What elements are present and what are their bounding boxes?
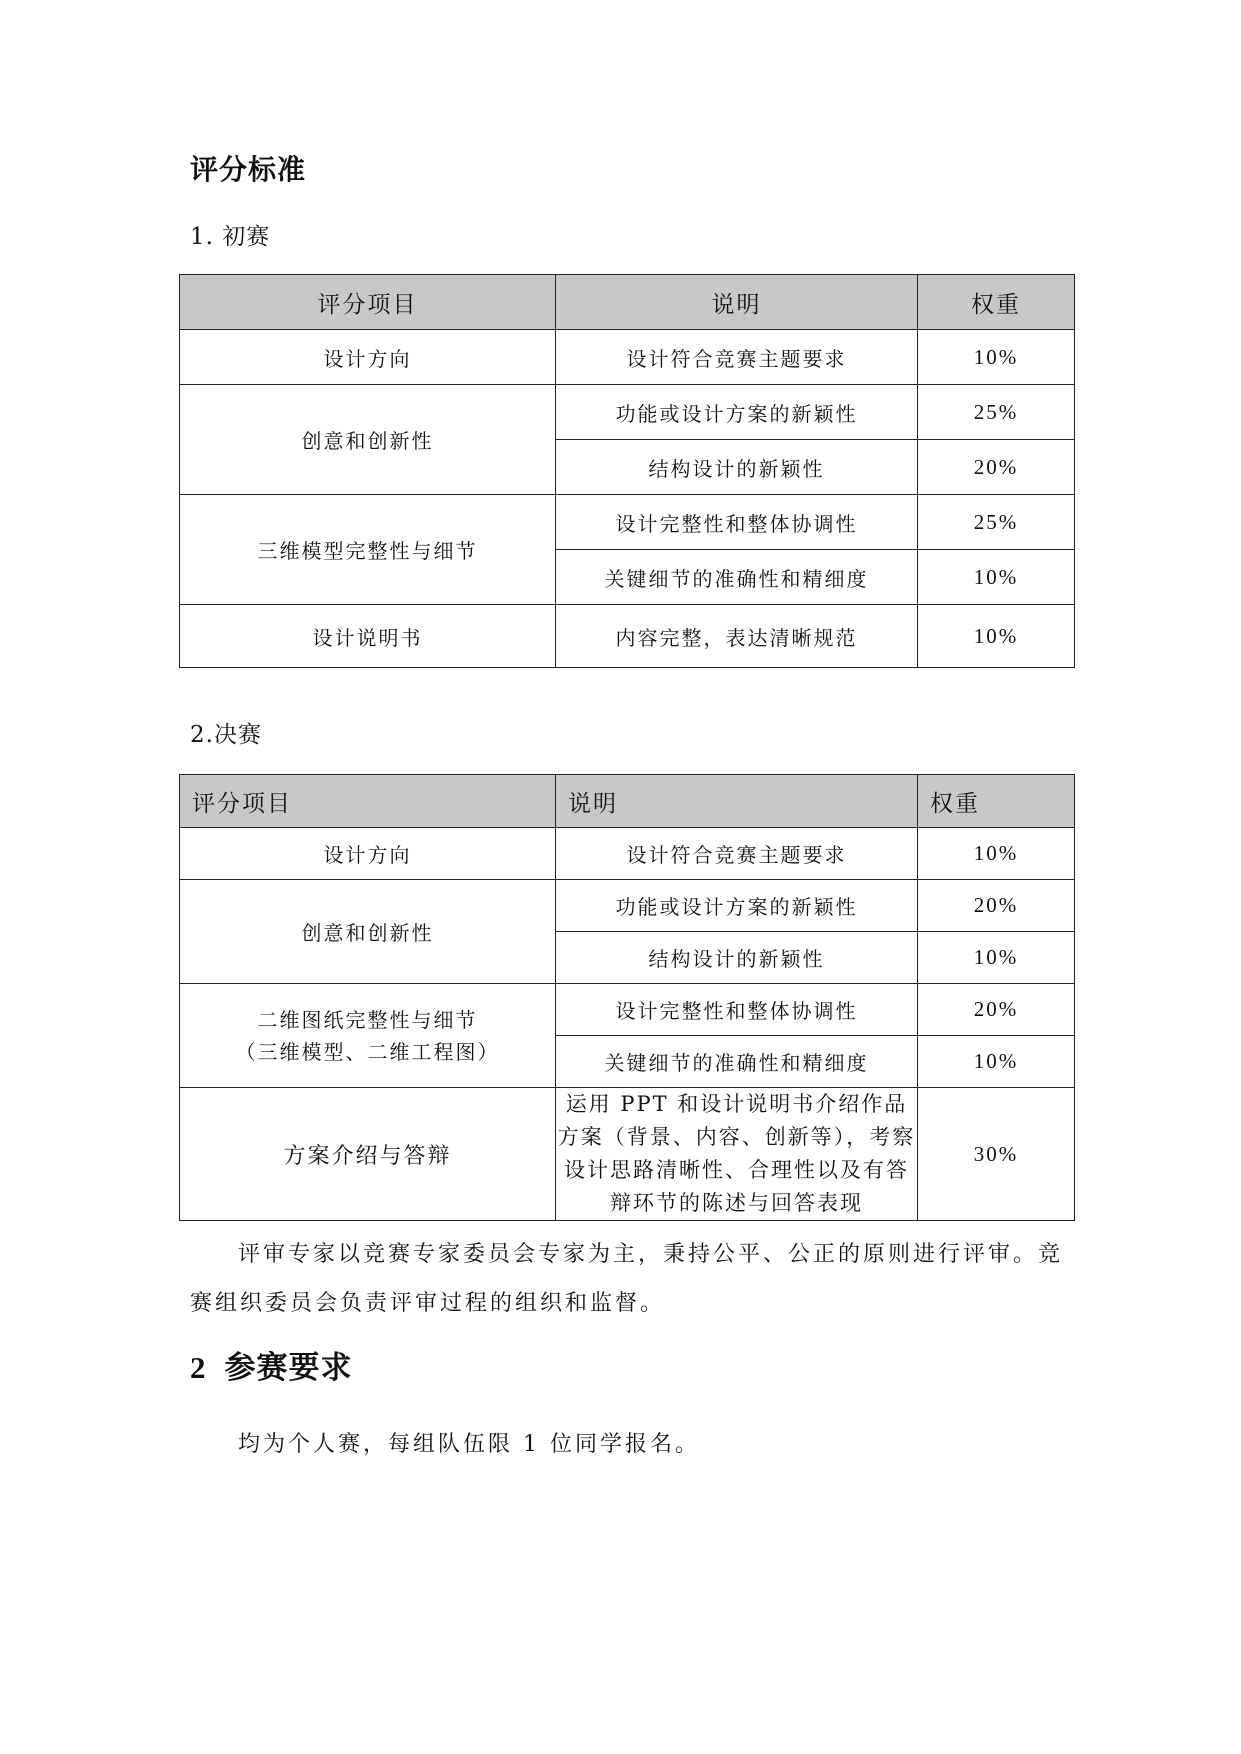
row-item: 设计说明书 [180,605,556,668]
row-weight: 30% [918,1088,1075,1221]
header-weight: 权重 [918,275,1075,330]
row-item: 设计方向 [180,330,556,385]
participation-paragraph: 均为个人赛，每组队伍限 1 位同学报名。 [238,1432,700,1457]
row-item-line: 二维图纸完整性与细节 [257,1007,478,1032]
row-desc: 设计符合竞赛主题要求 [556,828,918,880]
table-row [180,984,1075,1036]
section2-title: 参赛要求 [224,1350,353,1386]
header-weight: 权重 [918,775,1075,828]
row-weight: 10% [918,828,1075,880]
header-desc: 说明 [556,775,918,828]
section2-number: 2 [190,1350,207,1385]
section-title: 评分标准 [190,153,307,186]
row-desc: 内容完整，表达清晰规范 [556,605,918,668]
row-desc: 设计符合竞赛主题要求 [556,330,918,385]
row-desc: 设计完整性和整体协调性 [556,495,918,550]
table-row [180,828,1075,880]
table-header-row [180,775,1075,828]
table-row [180,605,1075,668]
row-weight: 10% [918,330,1075,385]
header-desc: 说明 [556,275,918,330]
row-desc: 结构设计的新颖性 [556,440,918,495]
row-weight: 25% [918,495,1075,550]
table-row [180,1088,1075,1221]
row-desc: 运用 PPT 和设计说明书介绍作品方案（背景、内容、创新等），考察设计思路清晰性、合理性以及有答辩环节的陈述与回答表现 [556,1088,918,1221]
row-weight: 10% [918,932,1075,984]
row-weight: 20% [918,880,1075,932]
row-item: 创意和创新性 [180,880,556,984]
row-weight: 20% [918,984,1075,1036]
row-desc: 关键细节的准确性和精细度 [556,1036,918,1088]
row-item-line: （三维模型、二维工程图） [235,1039,500,1064]
row-weight: 20% [918,440,1075,495]
row-item: 设计方向 [180,828,556,880]
row-desc: 设计完整性和整体协调性 [556,984,918,1036]
row-desc: 结构设计的新颖性 [556,932,918,984]
final-label: 2.决赛 [190,722,262,748]
row-item [180,984,556,1088]
row-desc: 关键细节的准确性和精细度 [556,550,918,605]
final-score-table [179,774,1075,1221]
table-row [180,495,1075,550]
table-row [180,385,1075,440]
row-weight: 25% [918,385,1075,440]
table-row [180,330,1075,385]
section2-heading [190,1342,353,1387]
row-weight: 10% [918,550,1075,605]
row-desc: 功能或设计方案的新颖性 [556,880,918,932]
row-item: 方案介绍与答辩 [180,1088,556,1221]
table-header-row [180,275,1075,330]
prelim-score-table [179,274,1075,668]
row-weight: 10% [918,605,1075,668]
row-item: 三维模型完整性与细节 [180,495,556,605]
header-item: 评分项目 [180,775,556,828]
header-item: 评分项目 [180,275,556,330]
review-paragraph: 评审专家以竞赛专家委员会专家为主，秉持公平、公正的原则进行评审。竞赛组织委员会负责评审过程的组织和监督。 [190,1242,1064,1316]
row-desc: 功能或设计方案的新颖性 [556,385,918,440]
row-weight: 10% [918,1036,1075,1088]
prelim-label: 1. 初赛 [190,224,271,250]
table-row [180,880,1075,932]
row-item: 创意和创新性 [180,385,556,495]
